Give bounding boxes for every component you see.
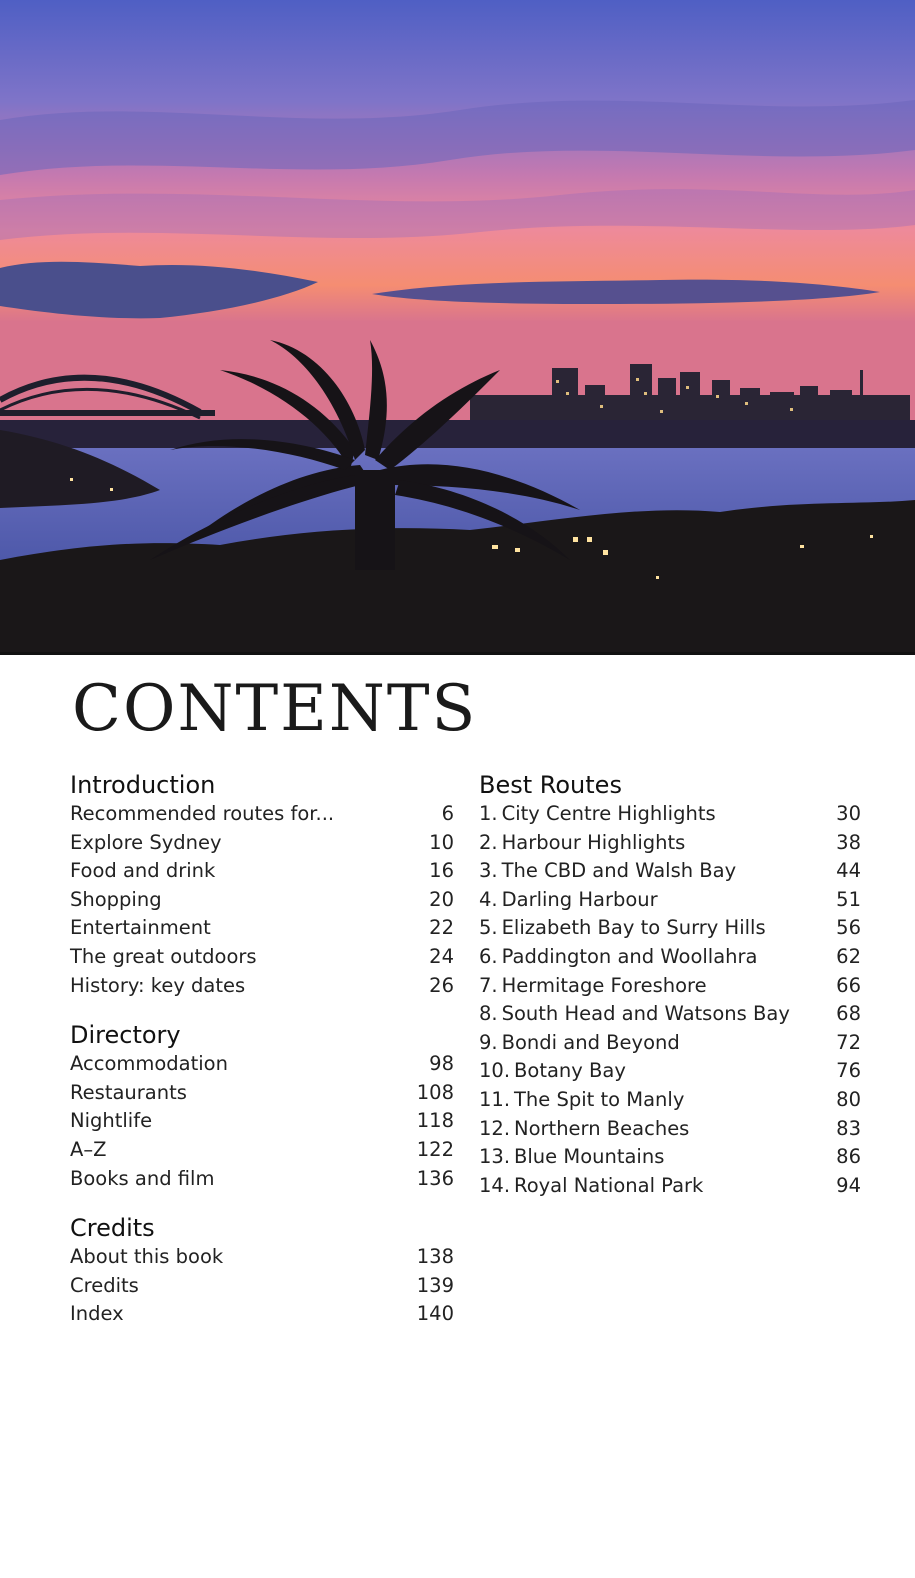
toc-entry[interactable]	[70, 914, 454, 943]
toc-entry-page: 26	[429, 973, 454, 997]
toc-entry-page: 140	[416, 1302, 454, 1326]
section-best-routes	[479, 770, 861, 1200]
section-credits	[70, 1213, 454, 1329]
toc-entry-page: 118	[416, 1109, 454, 1133]
route-entry[interactable]	[479, 1172, 861, 1201]
route-label: Hermitage Foreshore	[501, 973, 707, 997]
route-page: 76	[836, 1059, 861, 1083]
route-page: 51	[836, 887, 861, 911]
toc-entry-label: Entertainment	[70, 916, 211, 940]
route-page: 68	[836, 1002, 861, 1026]
route-page: 56	[836, 916, 861, 940]
toc-entry-label: History: key dates	[70, 973, 246, 997]
toc-entry[interactable]	[70, 800, 454, 829]
toc-entry-label: About this book	[70, 1245, 224, 1269]
page-title: CONTENTS	[72, 672, 478, 746]
toc-entry-label: The great outdoors	[70, 944, 257, 968]
route-entry[interactable]	[479, 800, 861, 829]
toc-entry-page: 20	[429, 887, 454, 911]
toc-entry[interactable]	[70, 829, 454, 858]
toc-entry-page: 16	[429, 859, 454, 883]
toc-entry[interactable]	[70, 972, 454, 1001]
toc-entry-page: 138	[416, 1245, 454, 1269]
toc-entry-page: 98	[429, 1052, 454, 1076]
section-heading: Credits	[70, 1214, 155, 1243]
route-label: Royal National Park	[514, 1173, 704, 1197]
route-page: 30	[836, 802, 861, 825]
route-label: City Centre Highlights	[501, 802, 716, 825]
section-heading: Introduction	[70, 771, 216, 799]
toc-entry-label: Accommodation	[70, 1052, 228, 1076]
route-label: The CBD and Walsh Bay	[501, 859, 737, 883]
route-label: Botany Bay	[514, 1059, 626, 1083]
contents-left-column	[70, 770, 454, 1349]
route-number: 10.	[479, 1059, 511, 1083]
toc-entry-page: 24	[429, 944, 454, 968]
toc-entry-label: A–Z	[70, 1137, 107, 1161]
route-number: 6.	[479, 944, 498, 968]
toc-entry-label: Nightlife	[70, 1109, 153, 1133]
toc-entry-label: Books and film	[70, 1166, 215, 1190]
route-label: Blue Mountains	[514, 1145, 665, 1169]
route-entry[interactable]	[479, 972, 861, 1001]
toc-entry[interactable]	[70, 1107, 454, 1136]
route-entry[interactable]	[479, 1000, 861, 1029]
toc-entry-page: 108	[416, 1080, 454, 1104]
toc-entry-page: 10	[429, 830, 454, 854]
toc-entry-label: Restaurants	[70, 1080, 187, 1104]
toc-entry-label: Food and drink	[70, 859, 216, 883]
toc-entry-label: Recommended routes for...	[70, 802, 335, 825]
route-label: Elizabeth Bay to Surry Hills	[501, 916, 766, 940]
toc-entry-page: 136	[416, 1166, 454, 1190]
route-page: 94	[836, 1173, 861, 1197]
toc-entry[interactable]	[70, 1079, 454, 1108]
route-label: The Spit to Manly	[514, 1087, 685, 1111]
toc-entry-page: 122	[416, 1137, 454, 1161]
route-entry[interactable]	[479, 943, 861, 972]
contents-right-column	[479, 770, 861, 1220]
route-number: 1.	[479, 802, 498, 825]
toc-entry-label: Credits	[70, 1273, 139, 1297]
route-number: 7.	[479, 973, 498, 997]
route-entry[interactable]	[479, 1086, 861, 1115]
route-entry[interactable]	[479, 1057, 861, 1086]
route-number: 8.	[479, 1002, 498, 1026]
toc-entry-label: Explore Sydney	[70, 830, 222, 854]
toc-entry[interactable]	[70, 1300, 454, 1329]
toc-entry[interactable]	[70, 1165, 454, 1194]
route-entry[interactable]	[479, 1115, 861, 1144]
section-introduction	[70, 770, 454, 1000]
route-label: Northern Beaches	[514, 1116, 690, 1140]
toc-entry[interactable]	[70, 1243, 454, 1272]
route-entry[interactable]	[479, 1029, 861, 1058]
route-number: 11.	[479, 1087, 511, 1111]
route-page: 66	[836, 973, 861, 997]
hero-photo	[0, 0, 915, 655]
toc-entry[interactable]	[70, 1136, 454, 1165]
toc-entry[interactable]	[70, 1272, 454, 1301]
route-number: 13.	[479, 1145, 511, 1169]
route-page: 80	[836, 1087, 861, 1111]
route-number: 12.	[479, 1116, 511, 1140]
route-entry[interactable]	[479, 857, 861, 886]
route-entry[interactable]	[479, 829, 861, 858]
route-number: 3.	[479, 859, 498, 883]
route-page: 62	[836, 944, 861, 968]
route-label: Bondi and Beyond	[501, 1030, 680, 1054]
toc-entry-page: 139	[416, 1273, 454, 1297]
route-page: 72	[836, 1030, 861, 1054]
route-page: 86	[836, 1145, 861, 1169]
route-number: 14.	[479, 1173, 511, 1197]
route-page: 83	[836, 1116, 861, 1140]
toc-entry-page: 22	[429, 916, 454, 940]
route-entry[interactable]	[479, 886, 861, 915]
section-heading: Best Routes	[479, 771, 622, 799]
toc-entry[interactable]	[70, 886, 454, 915]
route-page: 38	[836, 830, 861, 854]
route-label: Paddington and Woollahra	[501, 944, 758, 968]
toc-entry[interactable]	[70, 1050, 454, 1079]
route-number: 5.	[479, 916, 498, 940]
route-page: 44	[836, 859, 861, 883]
section-heading: Directory	[70, 1021, 181, 1050]
route-label: Harbour Highlights	[501, 830, 686, 854]
route-entry[interactable]	[479, 914, 861, 943]
toc-entry-page: 6	[441, 802, 454, 825]
toc-entry-label: Index	[70, 1302, 124, 1326]
toc-entry[interactable]	[70, 857, 454, 886]
toc-entry-label: Shopping	[70, 887, 162, 911]
route-label: Darling Harbour	[501, 887, 658, 911]
section-directory	[70, 1020, 454, 1193]
route-entry[interactable]	[479, 1143, 861, 1172]
toc-entry[interactable]	[70, 943, 454, 972]
route-number: 2.	[479, 830, 498, 854]
route-label: South Head and Watsons Bay	[501, 1002, 790, 1026]
route-number: 4.	[479, 887, 498, 911]
route-number: 9.	[479, 1030, 498, 1054]
